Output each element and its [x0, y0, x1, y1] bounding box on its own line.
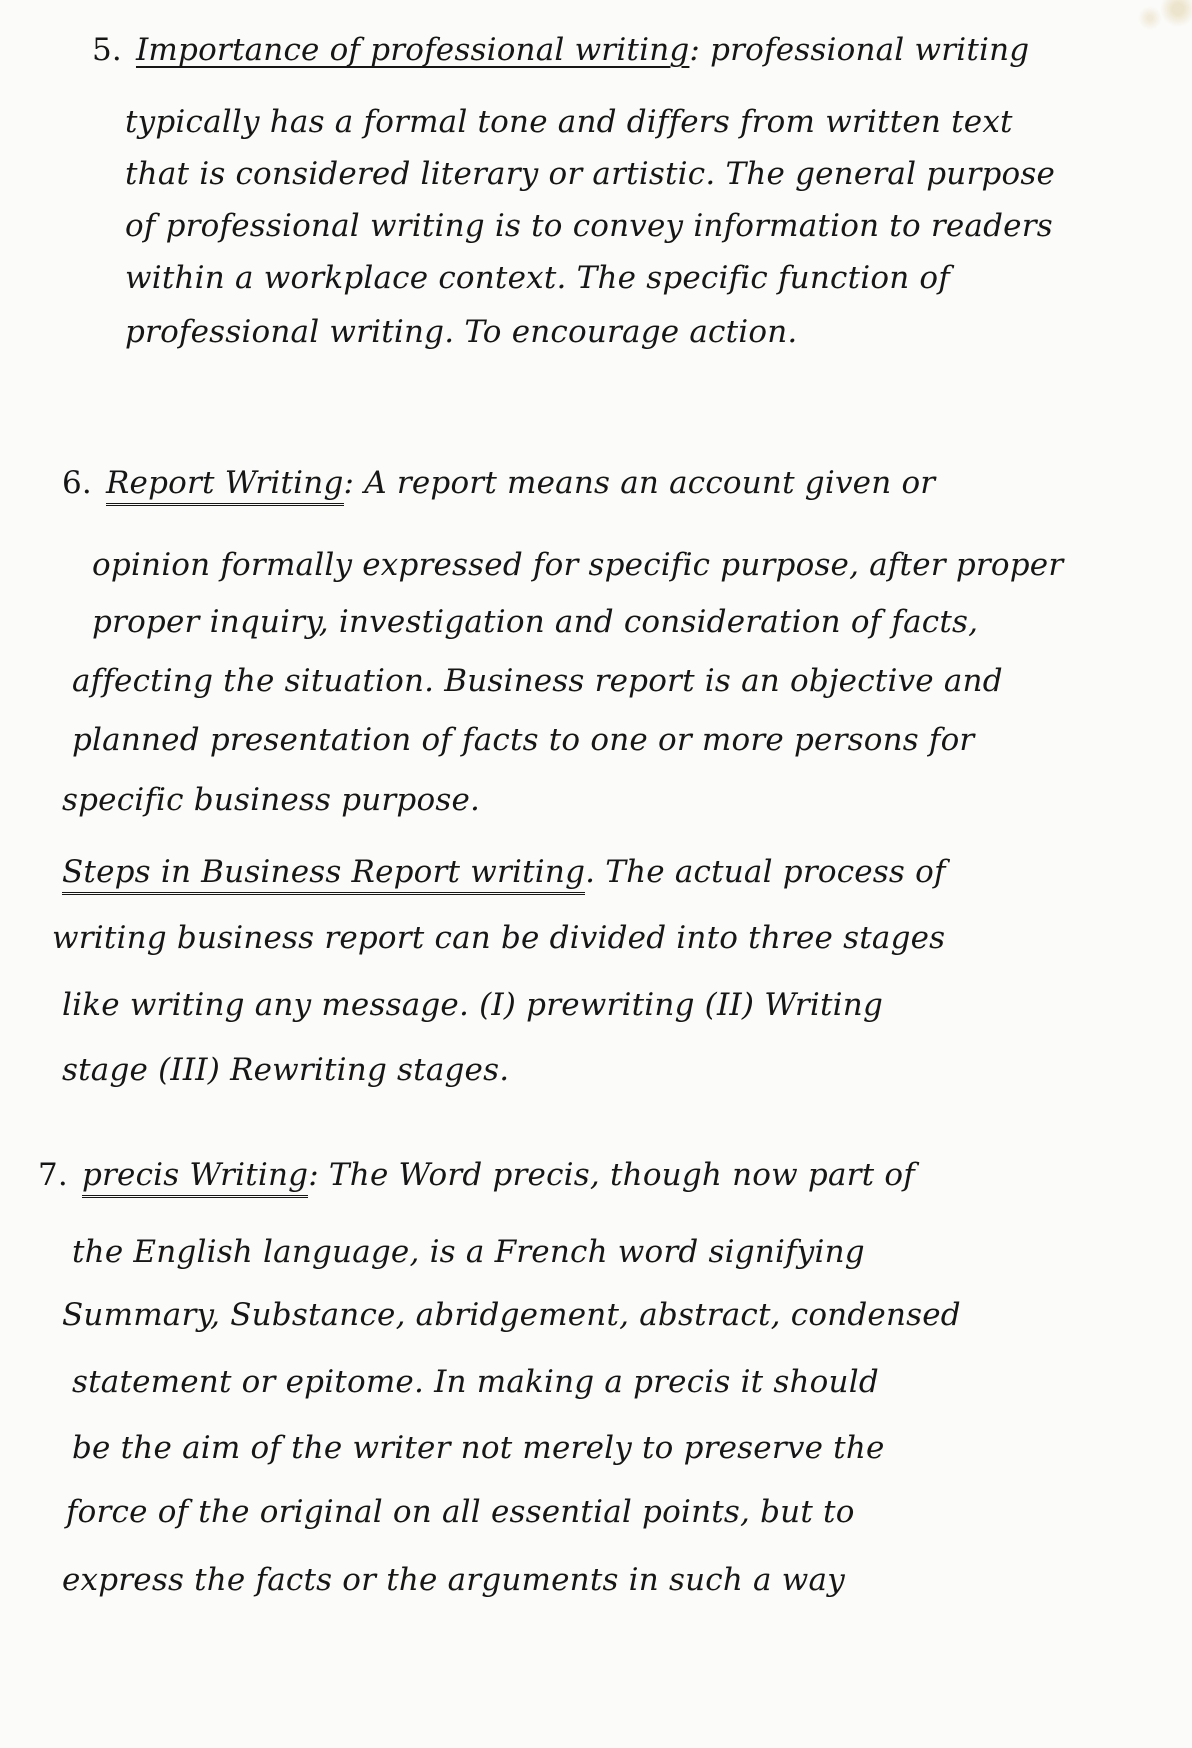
section-6-sub-line-1: writing business report can be divided into three stages — [52, 920, 946, 956]
section-5-line-1: typically has a formal tone and differs from written text — [125, 104, 1013, 140]
section-7-line-4: be the aim of the writer not merely to preserve the — [72, 1430, 885, 1466]
section-heading-tail: : professional writing — [689, 32, 1030, 68]
section-6-sub-line-3: stage (III) Rewriting stages. — [62, 1052, 510, 1088]
section-6-line-2: proper inquiry, investigation and consideration of facts, — [92, 604, 979, 640]
section-6-line-5: specific business purpose. — [62, 782, 481, 818]
subheading-tail: . The actual process of — [585, 854, 946, 890]
section-number: 6. — [62, 465, 92, 501]
subheading: Steps in Business Report writing — [62, 854, 585, 895]
section-5-line-5: professional writing. To encourage action. — [125, 314, 798, 350]
section-7-line-5: force of the original on all essential points, but to — [66, 1494, 855, 1530]
section-7-line-1: the English language, is a French word signifying — [72, 1234, 865, 1270]
section-heading: Report Writing — [106, 465, 344, 506]
section-5-heading-line — [92, 30, 1029, 70]
section-6-sub-line-2: like writing any message. (I) prewriting (II) Writing — [62, 987, 883, 1023]
section-number: 5. — [92, 32, 122, 68]
section-6-line-1: opinion formally expressed for specific purpose, after proper — [92, 547, 1064, 583]
section-number: 7. — [38, 1157, 68, 1193]
section-heading-tail: : A report means an account given or — [343, 465, 936, 501]
section-7-heading-line — [38, 1155, 915, 1195]
section-heading: precis Writing — [82, 1157, 308, 1198]
section-5-line-4: within a workplace context. The specific function of — [125, 260, 950, 296]
section-heading-tail: : The Word precis, though now part of — [308, 1157, 915, 1193]
section-6-subheading-line — [62, 852, 946, 892]
section-7-line-6: express the facts or the arguments in such a way — [62, 1562, 845, 1598]
section-7-line-2: Summary, Substance, abridgement, abstract, condensed — [62, 1297, 961, 1333]
section-6-heading-line — [62, 463, 935, 503]
section-7-line-3: statement or epitome. In making a precis it should — [72, 1364, 879, 1400]
section-5-line-2: that is considered literary or artistic. The general purpose — [125, 156, 1056, 192]
section-5-line-3: of professional writing is to convey information to readers — [125, 208, 1053, 244]
section-heading: Importance of professional writing — [135, 32, 690, 68]
paper-speckle — [1122, 0, 1192, 45]
section-6-line-3: affecting the situation. Business report is an objective and — [72, 663, 1003, 699]
section-6-line-4: planned presentation of facts to one or more persons for — [72, 722, 975, 758]
